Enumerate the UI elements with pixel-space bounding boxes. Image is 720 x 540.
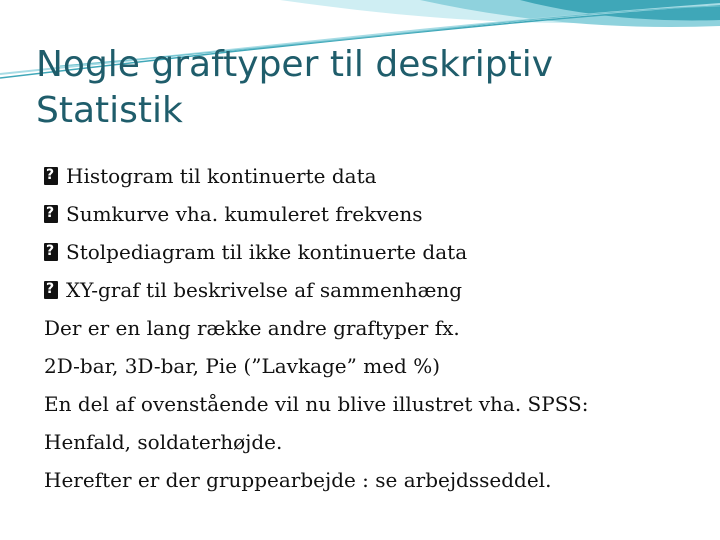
list-item: ?XY-graf til beskrivelse af sammenhæng [44, 271, 704, 309]
list-item: En del af ovenstående vil nu blive illustret vha. SPSS: [44, 392, 589, 416]
list-item: ?Sumkurve vha. kumuleret frekvens [44, 195, 704, 233]
list-item: Henfald, soldaterhøjde. [44, 430, 283, 454]
list-item: Herefter er der gruppearbejde : se arbejdsseddel. [44, 468, 552, 492]
slide-title [36, 42, 686, 134]
slide-title-line2: Statistik [36, 90, 183, 131]
slide-body-list [44, 157, 704, 499]
list-item: 2D-bar, 3D-bar, Pie (”Lavkage” med %) [44, 354, 440, 378]
list-item: ?Stolpediagram til ikke kontinuerte data [44, 233, 704, 271]
bullet-icon [44, 281, 58, 299]
list-item: Der er en lang række andre graftyper fx. [44, 316, 460, 340]
bullet-icon [44, 243, 58, 261]
list-item: ?Histogram til kontinuerte data [44, 157, 704, 195]
bullet-icon [44, 205, 58, 223]
slide-title-line1: Nogle graftyper til deskriptiv [36, 44, 554, 85]
bullet-icon [44, 167, 58, 185]
